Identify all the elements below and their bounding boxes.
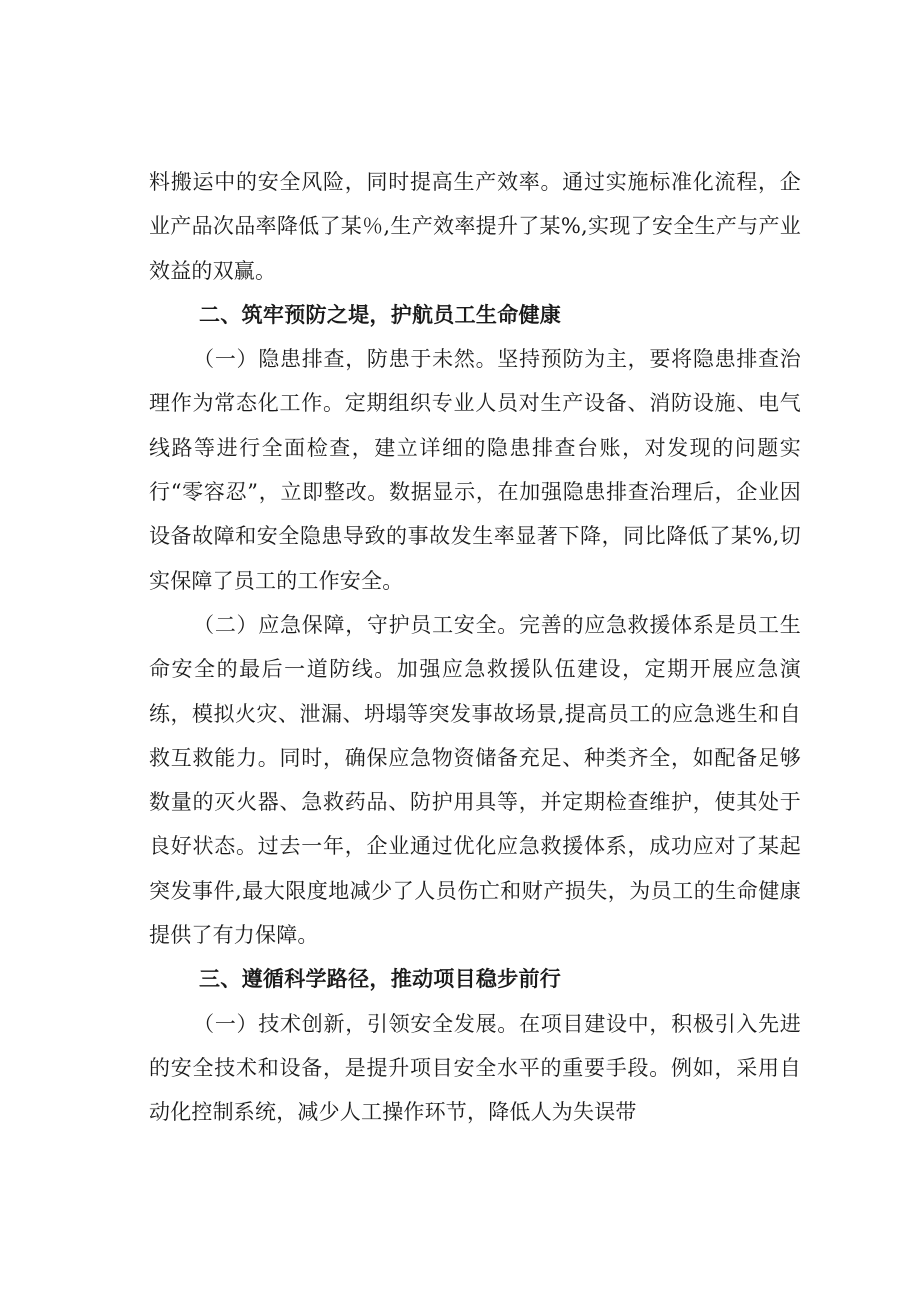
section-heading-3: 三、遵循科学路径，推动项目稳步前行	[199, 967, 562, 992]
section-heading-2: 二、筑牢预防之堤，护航员工生命健康	[199, 302, 562, 327]
paragraph-hazard-inspection: （一）隐患排查，防患于未然。坚持预防为主，要将隐患排查治理作为常态化工作。定期组织专业人员对生产设备、消防设施、电气线路等进行全面检查，建立详细的隐患排查台账，对发现的问题实行“零容忍”，立即整改。数据显示，在加强隐患排查治理后，企业因设备故障和安全隐患导致的事故发生率显著下降，同比降低了某%,切实保障了员工的工作安全。	[149, 347, 801, 593]
document-page	[149, 160, 801, 1135]
paragraph-emergency-support: （二）应急保障，守护员工安全。完善的应急救援体系是员工生命安全的最后一道防线。加强应急救援队伍建设，定期开展应急演练，模拟火灾、泄漏、坍塌等突发事故场景,提高员工的应急逃生和自救互救能力。同时，确保应急物资储备充足、种类齐全，如配备足够数量的灭火器、急救药品、防护用具等，并定期检查维护，使其处于良好状态。过去一年，企业通过优化应急救援体系，成功应对了某起突发事件,最大限度地减少了人员伤亡和财产损失，为员工的生命健康提供了有力保障。	[149, 612, 801, 948]
paragraph-tech-innovation: （一）技术创新，引领安全发展。在项目建设中，积极引入先进的安全技术和设备，是提升项目安全水平的重要手段。例如，采用自动化控制系统，减少人工操作环节，降低人为失误带	[149, 1011, 801, 1125]
paragraph-continuation: 料搬运中的安全风险，同时提高生产效率。通过实施标准化流程，企业产品次品率降低了某％,生产效率提升了某%,实现了安全生产与产业效益的双赢。	[149, 170, 801, 283]
